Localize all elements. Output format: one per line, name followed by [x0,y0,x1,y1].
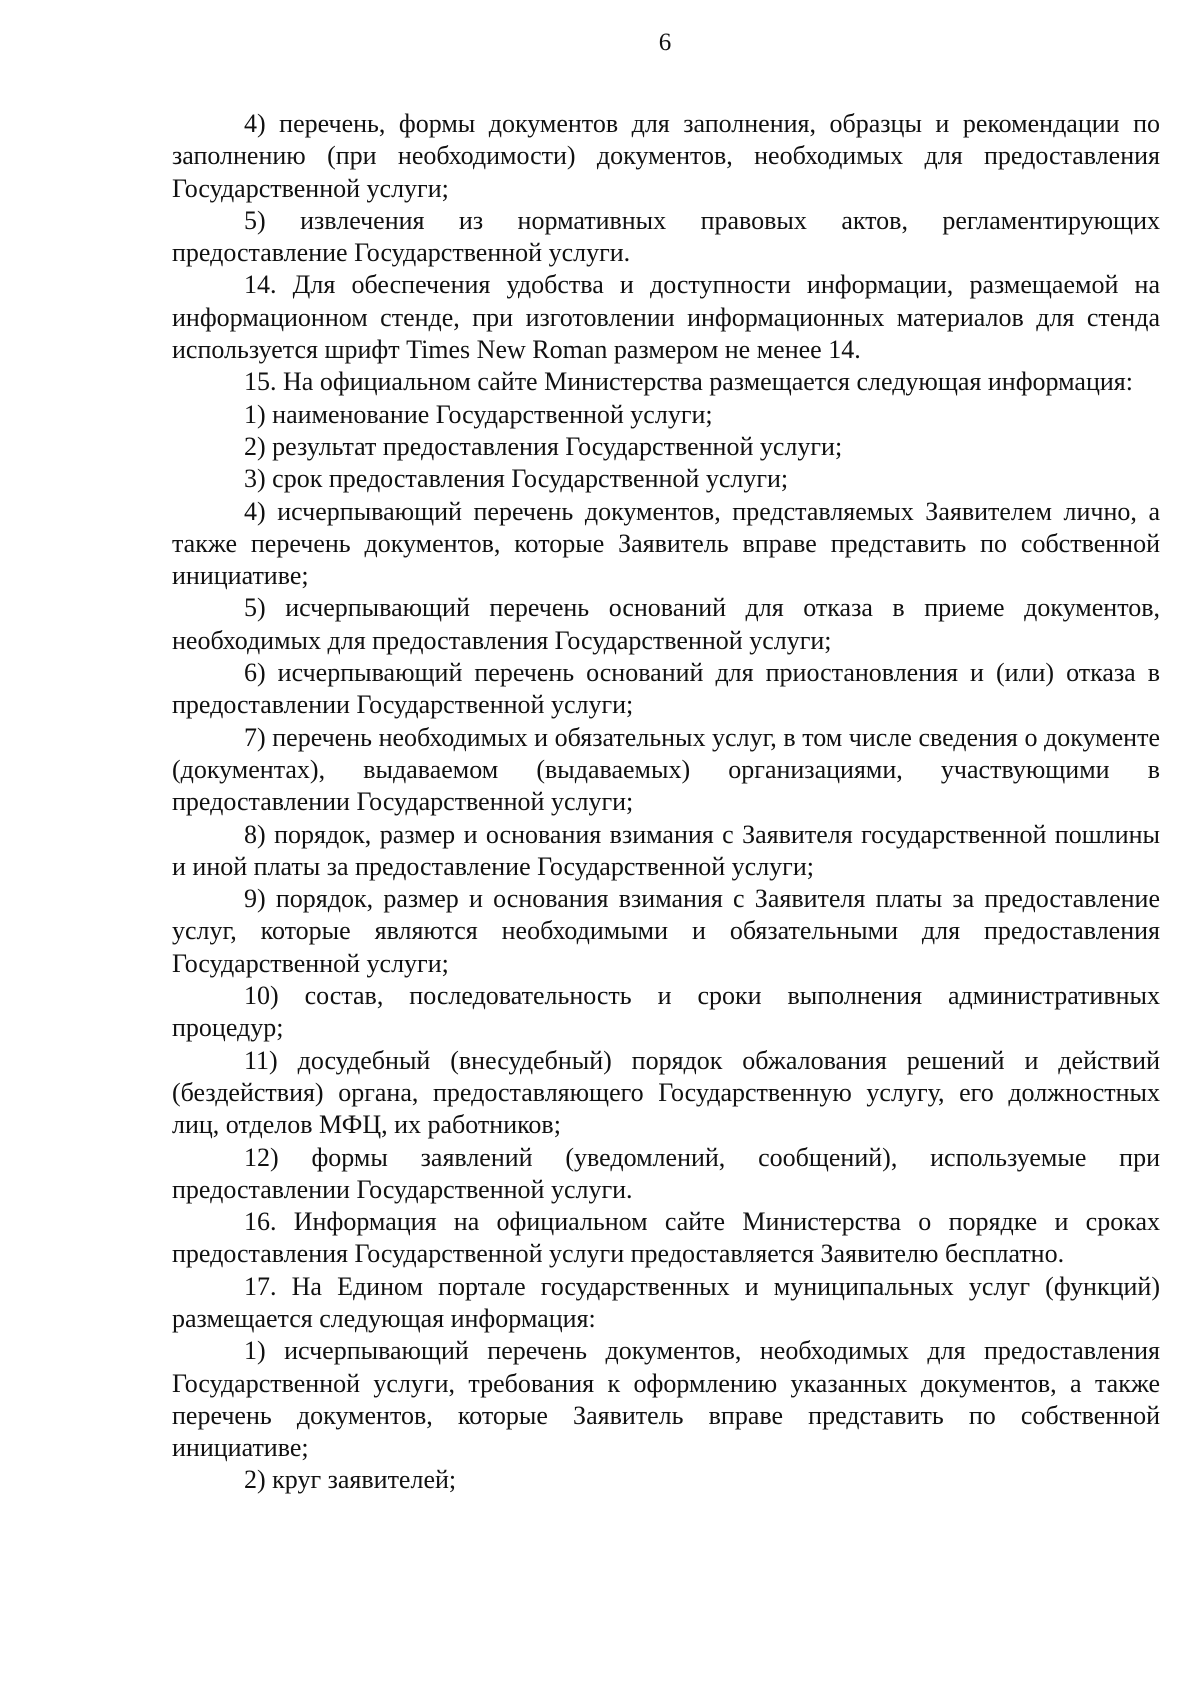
paragraph: 5) извлечения из нормативных правовых актов, регламентирующих предоставление Государственной услуги. [172,205,1160,268]
paragraph: 8) порядок, размер и основания взимания с Заявителя государственной пошлины и иной платы за предоставление Государственной услуги; [172,819,1160,881]
paragraph: 1) наименование Государственной услуги; [244,399,713,429]
paragraph: 7) перечень необходимых и обязательных услуг, в том числе сведения о документе (документах), выдаваемом (выдаваемых) организациями, участвующими в предоставлении Государственной услуги; [172,722,1160,817]
paragraph: 3) срок предоставления Государственной услуги; [244,464,789,494]
paragraph: 11) досудебный (внесудебный) порядок обжалования решений и действий (бездействия) органа, предоставляющего Государственную услугу, его должностных лиц, отделов МФЦ, их работников; [172,1045,1160,1140]
paragraph: 12) формы заявлений (уведомлений, сообщений), используемые при предоставлении Государственной услуги. [172,1142,1160,1204]
paragraph: 15. На официальном сайте Министерства размещается следующая информация: [244,367,1133,397]
paragraph: 2) результат предоставления Государственной услуги; [244,431,843,461]
paragraph: 6) исчерпывающий перечень оснований для приостановления и (или) отказа в предоставлении Государственной услуги; [172,658,1160,720]
paragraph: 4) перечень, формы документов для заполнения, образцы и рекомендации по заполнению (при необходимости) документов, необходимых для предоставления Государственной услуги; [172,109,1160,203]
page-number: 6 [658,29,672,56]
paragraph: 4) исчерпывающий перечень документов, представляемых Заявителем лично, а также перечень документов, которые Заявитель вправе представить по собственной инициативе; [172,496,1160,591]
paragraph: 5) исчерпывающий перечень оснований для отказа в приеме документов, необходимых для предоставления Государственной услуги; [172,593,1160,655]
paragraph: 17. На Едином портале государственных и муниципальных услуг (функций) размещается следующая информация: [172,1271,1160,1333]
document-body [172,108,1160,1497]
paragraph: 10) состав, последовательность и сроки выполнения административных процедур; [172,981,1160,1043]
paragraph: 9) порядок, размер и основания взимания с Заявителя платы за предоставление услуг, которые являются необходимыми и обязательными для предоставления Государственной услуги; [172,884,1160,978]
paragraph: 1) исчерпывающий перечень документов, необходимых для предоставления Государственной услуги, требования к оформлению указанных документов, а также перечень документов, которые Заявитель вправе представить по собственной инициативе; [172,1336,1160,1463]
paragraph: 2) круг заявителей; [244,1465,457,1495]
paragraph: 14. Для обеспечения удобства и доступности информации, размещаемой на информационном стенде, при изготовлении информационных материалов для стенда используется шрифт Times New Roman размером не менее 14. [172,270,1160,365]
paragraph: 16. Информация на официальном сайте Министерства о порядке и сроках предоставления Государственной услуги предоставляется Заявителю бесплатно. [172,1207,1160,1269]
